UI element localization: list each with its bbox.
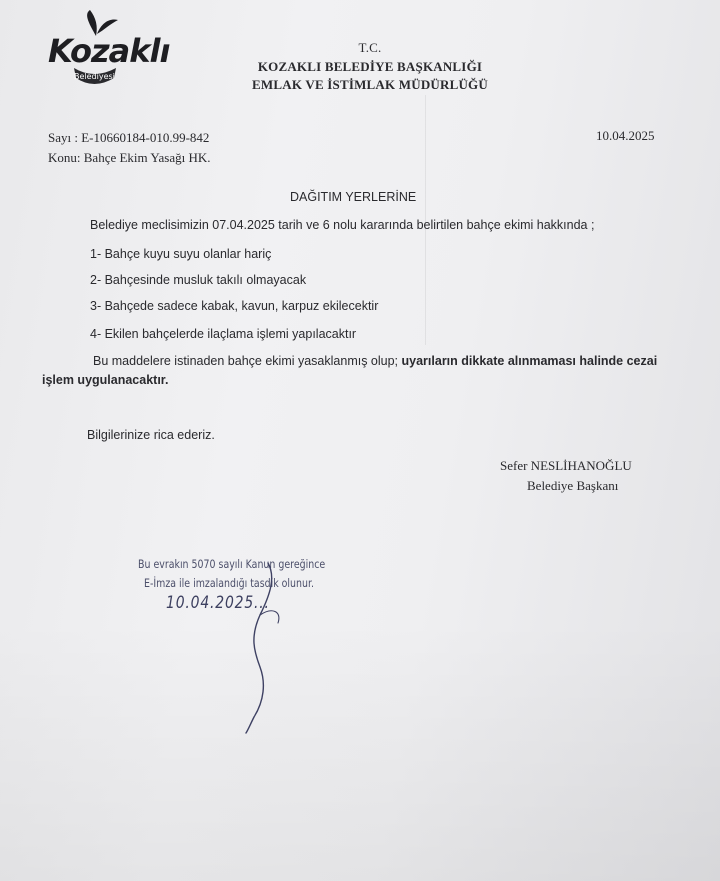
closing-text: Bilgilerinize rica ederiz.: [87, 428, 215, 442]
warning-paragraph-end: işlem uygulanacaktır.: [42, 373, 169, 387]
e-signature-note-line1: Bu evrakın 5070 sayılı Kanun gereğince: [138, 557, 326, 571]
list-item: 1- Bahçe kuyu suyu olanlar hariç: [90, 247, 272, 261]
paper-shadow: [0, 621, 720, 881]
header-municipality: KOZAKLI BELEDİYE BAŞKANLIĞI: [257, 59, 483, 74]
addressee: DAĞITIM YERLERİNE: [290, 190, 417, 204]
e-signature-note-line2: E-İmza ile imzalandığı tasdik olunur.: [144, 576, 314, 590]
list-item: 3- Bahçede sadece kabak, kavun, karpuz ekilecektir: [90, 299, 379, 313]
logo-subtitle: Belediyesi: [74, 72, 115, 81]
handwritten-signature: [220, 555, 310, 735]
handwritten-date: 10.04.2025...: [166, 593, 270, 613]
header-tc: T.C.: [358, 40, 382, 55]
kozakli-logo: [44, 6, 170, 98]
list-item: 4- Ekilen bahçelerde ilaçlama işlemi yapılacaktır: [90, 327, 357, 341]
logo-wordmark: Kozaklı: [48, 32, 170, 70]
warning-paragraph: [93, 354, 657, 368]
header-department: EMLAK VE İSTİMLAK MÜDÜRLÜĞÜ: [252, 77, 488, 92]
warning-bold-text: uyarıların dikkate alınmaması halinde cezai: [401, 354, 658, 368]
signatory-title: Belediye Başkanı: [527, 478, 619, 493]
document-number: Sayı : E-10660184-010.99-842: [48, 130, 210, 145]
document-subject: Konu: Bahçe Ekim Yasağı HK.: [48, 150, 211, 165]
list-item: 2- Bahçesinde musluk takılı olmayacak: [90, 273, 307, 287]
signatory-name: Sefer NESLİHANOĞLU: [500, 458, 632, 473]
document-date: 10.04.2025: [596, 128, 655, 143]
intro-paragraph: Belediye meclisimizin 07.04.2025 tarih ve 6 nolu kararında belirtilen bahçe ekimi hakkında ;: [90, 218, 595, 232]
warning-text: Bu maddelere istinaden bahçe ekimi yasaklanmış olup;: [93, 354, 402, 368]
